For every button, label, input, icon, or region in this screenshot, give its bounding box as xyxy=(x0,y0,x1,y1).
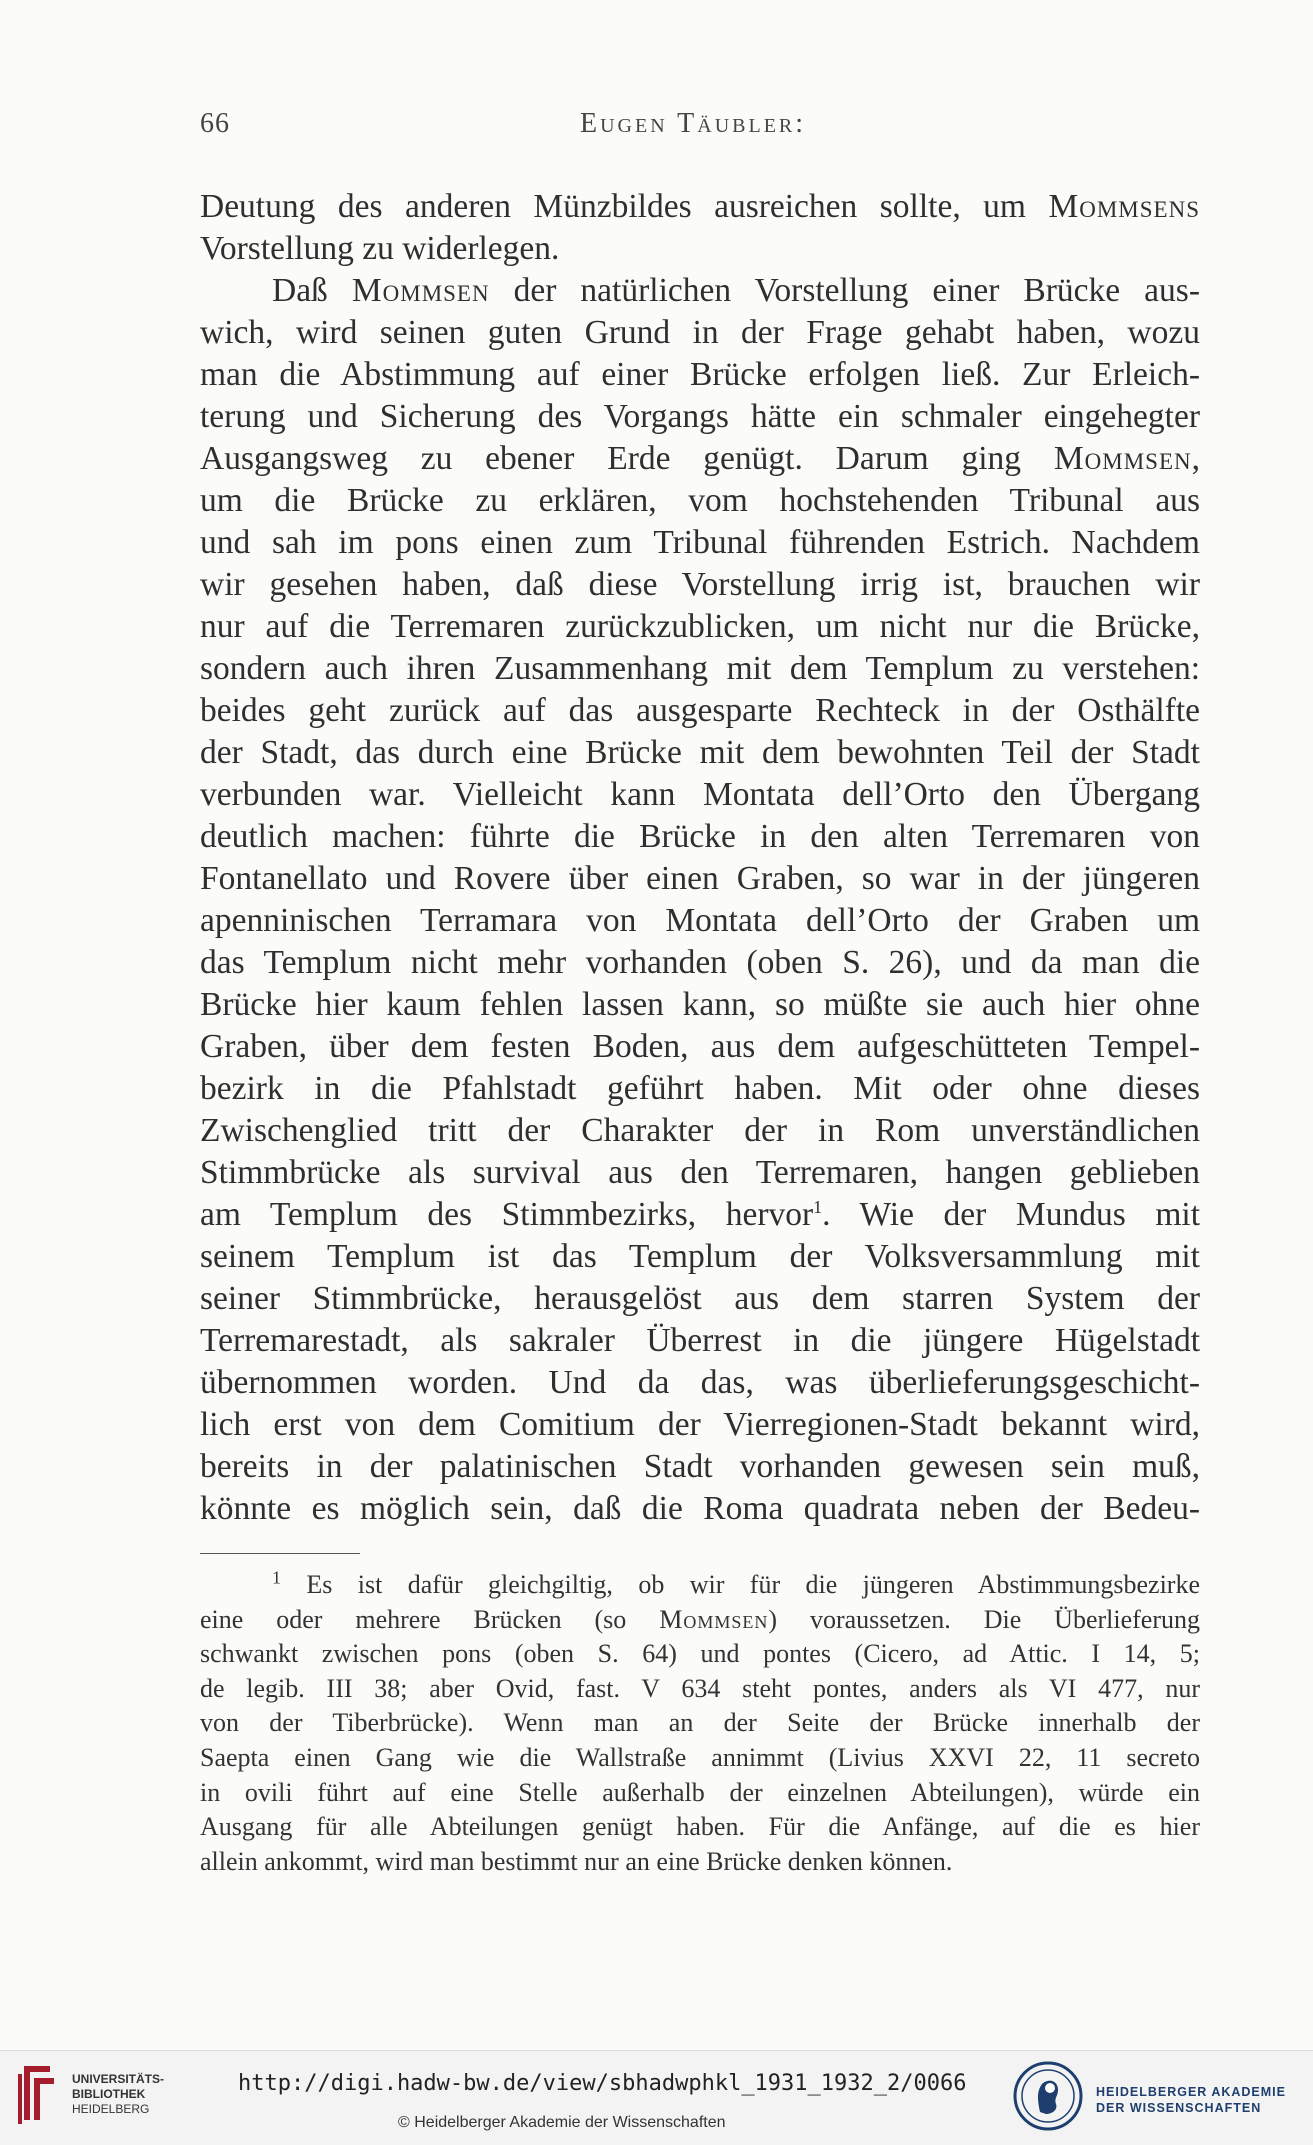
text-run: Es ist dafür gleichgiltig, ob wir für die jüngeren Abstimmungsbezirke xyxy=(281,1570,1200,1599)
library-line-2: BIBLIOTHEK xyxy=(72,2087,146,2101)
footnote-rule xyxy=(200,1553,360,1554)
running-title: Eugen Täubler: xyxy=(580,108,807,139)
permalink-url[interactable]: http://digi.hadw-bw.de/view/sbhadwphkl_1931_1932_2/0066 xyxy=(238,2071,967,2096)
text-line xyxy=(200,900,1200,942)
text-line xyxy=(200,606,1200,648)
academy-name xyxy=(1096,2084,1286,2116)
text-run: schwankt zwischen pons (oben S. 64) und pontes (Cicero, ad Attic. I 14, 5; xyxy=(200,1639,1200,1669)
text-run: beides geht zurück auf das ausgesparte Rechteck in der Osthälfte xyxy=(200,692,1200,729)
text-line xyxy=(200,984,1200,1026)
footnote-line xyxy=(200,1568,1200,1603)
text-line xyxy=(200,774,1200,816)
academy-seal-icon xyxy=(1012,2058,1084,2134)
text-line xyxy=(200,1236,1200,1278)
text-line xyxy=(200,186,1200,228)
text-run: apenninischen Terramara von Montata dell’Orto der Graben um xyxy=(200,902,1200,939)
text-line xyxy=(200,480,1200,522)
text-run: wich, wird seinen guten Grund in der Frage gehabt haben, wozu xyxy=(200,314,1200,351)
text-line xyxy=(200,228,1200,270)
author-name: Mommsen xyxy=(1053,440,1192,477)
text-run: bezirk in die Pfahlstadt geführt haben. Mit oder ohne dieses xyxy=(200,1070,1200,1107)
text-line xyxy=(200,1446,1200,1488)
text-run: wir gesehen haben, daß diese Vorstellung irrig ist, brauchen wir xyxy=(200,566,1200,603)
text-line xyxy=(200,564,1200,606)
text-run: um die Brücke zu erklären, vom hochstehenden Tribunal aus xyxy=(200,482,1200,519)
text-line xyxy=(200,1152,1200,1194)
text-run: deutlich machen: führte die Brücke in den alten Terremaren von xyxy=(200,818,1200,855)
text-run: seiner Stimmbrücke, herausgelöst aus dem starren System der xyxy=(200,1280,1200,1317)
text-run: , xyxy=(1191,440,1200,477)
text-line xyxy=(200,858,1200,900)
text-line xyxy=(200,1068,1200,1110)
library-line-1: UNIVERSITÄTS- xyxy=(72,2072,165,2086)
text-run: und sah im pons einen zum Tribunal führenden Estrich. Nachdem xyxy=(200,524,1200,561)
page-number: 66 xyxy=(200,108,230,139)
text-line xyxy=(200,1278,1200,1320)
author-name: Mommsens xyxy=(1048,188,1200,225)
footnote-line xyxy=(200,1845,1200,1880)
academy-line-1: HEIDELBERGER AKADEMIE xyxy=(1096,2085,1286,2099)
text-line xyxy=(200,732,1200,774)
text-run: allein ankommt, wird man bestimmt nur an eine Brücke denken können. xyxy=(200,1846,953,1876)
text-run: terung und Sicherung des Vorgangs hätte ein schmaler eingehegter xyxy=(200,398,1200,435)
text-line xyxy=(200,1194,1200,1236)
copyright-notice: © Heidelberger Akademie der Wissenschaften xyxy=(398,2114,726,2131)
text-run: Ausgangsweg zu ebener Erde genügt. Darum ging xyxy=(200,440,1054,477)
text-line xyxy=(200,312,1200,354)
text-line xyxy=(200,354,1200,396)
footnote-line xyxy=(200,1706,1200,1741)
text-run: Zwischenglied tritt der Charakter der in Rom unverständlichen xyxy=(200,1112,1200,1149)
text-line xyxy=(200,270,1200,312)
footnote-line xyxy=(200,1672,1200,1707)
footnote-line xyxy=(200,1810,1200,1845)
text-line xyxy=(200,396,1200,438)
university-library-name xyxy=(72,2072,164,2117)
text-run: seinem Templum ist das Templum der Volksversammlung mit xyxy=(200,1238,1200,1275)
text-run: bereits in der palatinischen Stadt vorhanden gewesen sein muß, xyxy=(200,1448,1200,1485)
text-run: der Stadt, das durch eine Brücke mit dem bewohnten Teil der Stadt xyxy=(200,734,1200,771)
text-run: Fontanellato und Rovere über einen Graben, so war in der jüngeren xyxy=(200,860,1200,897)
footnote-marker: 1 xyxy=(813,1196,823,1217)
text-line xyxy=(200,1110,1200,1152)
text-run: Saepta einen Gang wie die Wallstraße annimmt (Livius XXVI 22, 11 secreto xyxy=(200,1742,1200,1772)
text-run: de legib. III 38; aber Ovid, fast. V 634 steht pontes, anders als VI 477, nur xyxy=(200,1673,1200,1703)
text-line xyxy=(200,648,1200,690)
text-line xyxy=(200,1320,1200,1362)
author-name: Mommsen xyxy=(351,272,490,309)
footnote-line xyxy=(200,1603,1200,1638)
text-run: nur auf die Terremaren zurückzublicken, um nicht nur die Brücke, xyxy=(200,608,1200,645)
text-line xyxy=(200,1488,1200,1530)
page-header xyxy=(200,108,1200,148)
main-text xyxy=(200,186,1200,1530)
text-line xyxy=(200,1026,1200,1068)
text-run: Daß xyxy=(272,272,352,309)
text-line xyxy=(200,438,1200,480)
text-run: man die Abstimmung auf einer Brücke erfolgen ließ. Zur Erleich- xyxy=(200,356,1200,393)
text-run: lich erst von dem Comitium der Vierregionen-Stadt bekannt wird, xyxy=(200,1406,1200,1443)
footnotes xyxy=(200,1568,1200,1879)
footnote-line xyxy=(200,1776,1200,1811)
text-run: Graben, über dem festen Boden, aus dem aufgeschütteten Tempel- xyxy=(200,1028,1200,1065)
university-library-logo-icon xyxy=(14,2060,60,2126)
text-run: übernommen worden. Und da das, was überlieferungsgeschicht- xyxy=(200,1364,1200,1401)
text-run: von der Tiberbrücke). Wenn man an der Seite der Brücke innerhalb der xyxy=(200,1708,1200,1738)
text-run: Stimmbrücke als survival aus den Terremaren, hangen geblieben xyxy=(200,1154,1200,1191)
text-line xyxy=(200,942,1200,984)
text-run: am Templum des Stimmbezirks, hervor xyxy=(200,1196,814,1233)
text-run: Brücke hier kaum fehlen lassen kann, so müßte sie auch hier ohne xyxy=(200,986,1200,1023)
footnote-line xyxy=(200,1637,1200,1672)
text-run: . Wie der Mundus mit xyxy=(822,1196,1201,1233)
text-line xyxy=(200,522,1200,564)
text-line xyxy=(200,816,1200,858)
text-run: Deutung des anderen Münzbildes ausreichen sollte, um xyxy=(200,188,1049,225)
text-run: das Templum nicht mehr vorhanden (oben S. 26), und da man die xyxy=(200,944,1200,981)
text-run: der natürlichen Vorstellung einer Brücke aus- xyxy=(489,272,1200,309)
text-run: könnte es möglich sein, daß die Roma quadrata neben der Bedeu- xyxy=(200,1490,1200,1527)
text-run: sondern auch ihren Zusammenhang mit dem Templum zu verstehen: xyxy=(200,650,1200,687)
text-run: verbunden war. Vielleicht kann Montata dell’Orto den Übergang xyxy=(200,776,1200,813)
text-run: ) voraussetzen. Die Überlieferung xyxy=(768,1604,1200,1634)
text-line xyxy=(200,1404,1200,1446)
text-run: Vorstellung zu widerlegen. xyxy=(200,230,560,267)
academy-line-2: DER WISSENSCHAFTEN xyxy=(1096,2101,1262,2115)
footnote-marker: 1 xyxy=(272,1567,281,1588)
text-run: Terremarestadt, als sakraler Überrest in die jüngere Hügelstadt xyxy=(200,1322,1200,1359)
author-name: Mommsen xyxy=(659,1604,769,1634)
text-line xyxy=(200,690,1200,732)
footnote-line xyxy=(200,1741,1200,1776)
library-line-3: HEIDELBERG xyxy=(72,2102,150,2116)
text-run: eine oder mehrere Brücken (so xyxy=(200,1604,660,1634)
text-run: Ausgang für alle Abteilungen genügt haben. Für die Anfänge, auf die es hier xyxy=(200,1812,1200,1842)
text-line xyxy=(200,1362,1200,1404)
text-run: in ovili führt auf eine Stelle außerhalb der einzelnen Abteilungen), würde ein xyxy=(200,1777,1200,1807)
